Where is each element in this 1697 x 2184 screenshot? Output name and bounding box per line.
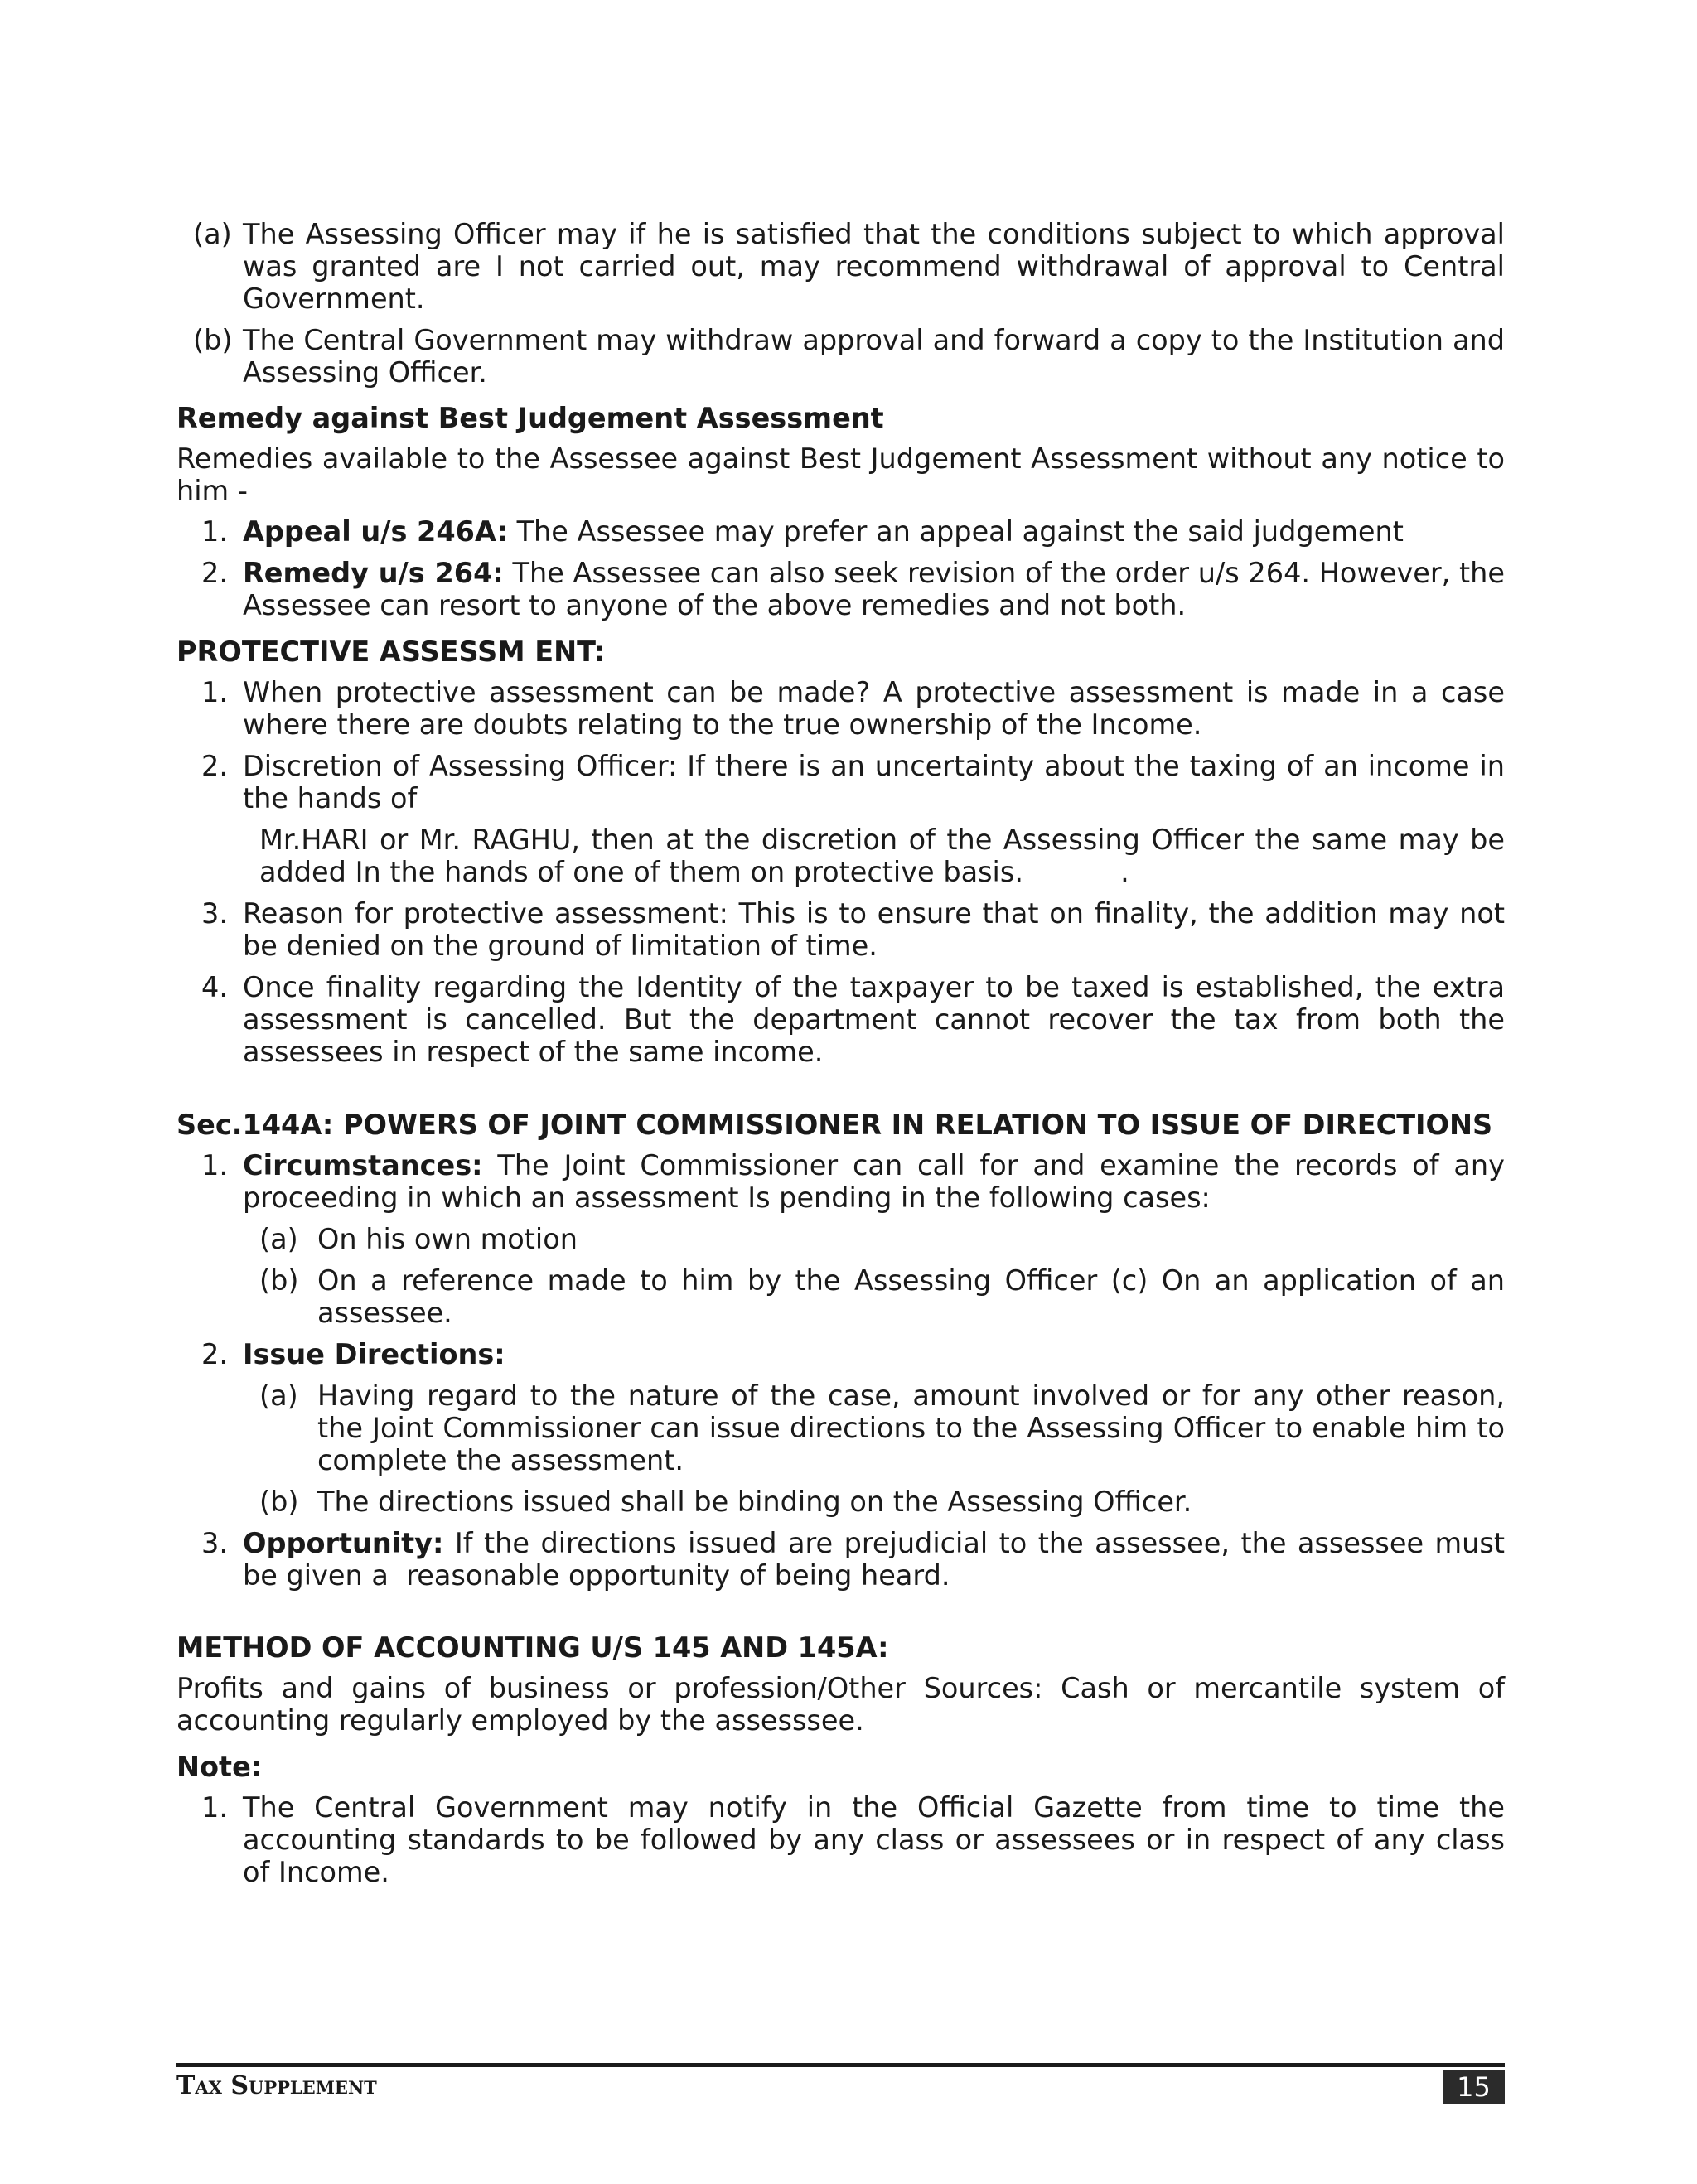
list-item: [176, 897, 1505, 962]
list-continuation: Mr.HARI or Mr. RAGHU, then at the discretion of the Assessing Officer the same may be added In the hands of one of them on protective basis. .: [259, 824, 1505, 888]
sec144a-heading: Sec.144A: POWERS OF JOINT COMMISSIONER IN RELATION TO ISSUE OF DIRECTIONS: [176, 1109, 1493, 1141]
list-item: [176, 557, 1505, 621]
list-item: [176, 1379, 1505, 1476]
list-marker: 2.: [201, 750, 228, 782]
list-bold-lead: Circumstances:: [243, 1149, 483, 1181]
list-marker: (a): [259, 1379, 298, 1412]
list-text: Remedy u/s 264: The Assessee can also seek revision of the order u/s 264. However, the Assessee can resort to anyone of the above remedies and not both.: [243, 557, 1505, 621]
page-number: 15: [1443, 2070, 1505, 2104]
document-body: [176, 218, 1505, 1888]
list-marker: (a): [193, 218, 232, 250]
list-text: On his own motion: [317, 1223, 578, 1255]
protective-heading: PROTECTIVE ASSESSM ENT:: [176, 635, 606, 668]
list-bold-lead: Remedy u/s 264:: [243, 557, 504, 589]
list-item: [176, 750, 1505, 814]
list-bold-lead: Issue Directions:: [243, 1338, 505, 1370]
list-marker: (a): [259, 1223, 298, 1255]
list-item: [176, 1149, 1505, 1214]
list-marker: 2.: [201, 1338, 228, 1370]
list-text: [243, 1338, 1505, 1370]
list-marker: (b): [259, 1264, 299, 1297]
note-heading: Note:: [176, 1751, 263, 1783]
list-text: Once finality regarding the Identity of the taxpayer to be taxed is established, the extra assessment is cancelled. But the department cannot recover the tax from both the assessees in respect of the same income.: [243, 971, 1505, 1068]
list-text: Reason for protective assessment: This is to ensure that on finality, the addition may not be denied on the ground of limitation of time.: [243, 897, 1505, 962]
list-marker: 4.: [201, 971, 228, 1003]
accounting-heading: METHOD OF ACCOUNTING U/S 145 AND 145A:: [176, 1631, 889, 1664]
list-item: [176, 1791, 1505, 1888]
list-text: Having regard to the nature of the case, amount involved or for any other reason, the Joint Commissioner can issue directions to the Assessing Officer to enable him to complete the assessment.: [317, 1379, 1505, 1476]
list-text: The Assessing Officer may if he is satisfied that the conditions subject to which approval was granted are I not carried out, may recommend withdrawal of approval to Central Government.: [243, 218, 1505, 315]
list-item: [176, 676, 1505, 741]
list-item: [176, 218, 1505, 315]
remedy-heading: Remedy against Best Judgement Assessment: [176, 402, 884, 434]
list-marker: (b): [259, 1486, 299, 1518]
list-item: [176, 971, 1505, 1068]
list-marker: (b): [193, 324, 233, 356]
list-bold-lead: Opportunity:: [243, 1527, 444, 1559]
footer-title: Tax Supplement: [176, 2071, 377, 2100]
accounting-text: Profits and gains of business or profession/Other Sources: Cash or mercantile system of accounting regularly employed by the assesssee.: [176, 1672, 1505, 1737]
list-item: [176, 1338, 1505, 1370]
list-marker: 1.: [201, 1149, 228, 1181]
list-text: Opportunity: If the directions issued are prejudicial to the assessee, the assessee must be given a reasonable opportunity of being heard.: [243, 1527, 1505, 1592]
list-text: The Central Government may withdraw approval and forward a copy to the Institution and Assessing Officer.: [243, 324, 1505, 389]
list-marker: 1.: [201, 676, 228, 708]
list-marker: 1.: [201, 515, 228, 548]
list-marker: 3.: [201, 1527, 228, 1559]
list-text: Appeal u/s 246A: The Assessee may prefer an appeal against the said judgement: [243, 515, 1404, 548]
list-text: On a reference made to him by the Assessing Officer (c) On an application of an assessee.: [317, 1264, 1505, 1329]
list-item: [176, 1264, 1505, 1329]
list-item: [176, 1223, 1505, 1255]
list-marker: 3.: [201, 897, 228, 930]
list-bold-lead: Appeal u/s 246A:: [243, 515, 508, 548]
list-text: Circumstances: The Joint Commissioner can call for and examine the records of any proceeding in which an assessment Is pending in the following cases:: [243, 1149, 1505, 1214]
list-text: The Central Government may notify in the Official Gazette from time to time the accounting standards to be followed by any class or assessees or in respect of any class of Income.: [243, 1791, 1505, 1888]
list-marker: 1.: [201, 1791, 228, 1824]
list-text: When protective assessment can be made? A protective assessment is made in a case where there are doubts relating to the true ownership of the Income.: [243, 676, 1505, 741]
list-text: Discretion of Assessing Officer: If there is an uncertainty about the taxing of an income in the hands of: [243, 750, 1505, 814]
footer-divider: [176, 2063, 1505, 2067]
list-item: [176, 515, 1505, 548]
list-item: [176, 1486, 1505, 1518]
list-marker: 2.: [201, 557, 228, 589]
list-item: [176, 324, 1505, 389]
list-item: [176, 1527, 1505, 1592]
remedy-intro: Remedies available to the Assessee against Best Judgement Assessment without any notice to him -: [176, 442, 1505, 507]
list-text: The directions issued shall be binding on the Assessing Officer.: [317, 1486, 1192, 1518]
